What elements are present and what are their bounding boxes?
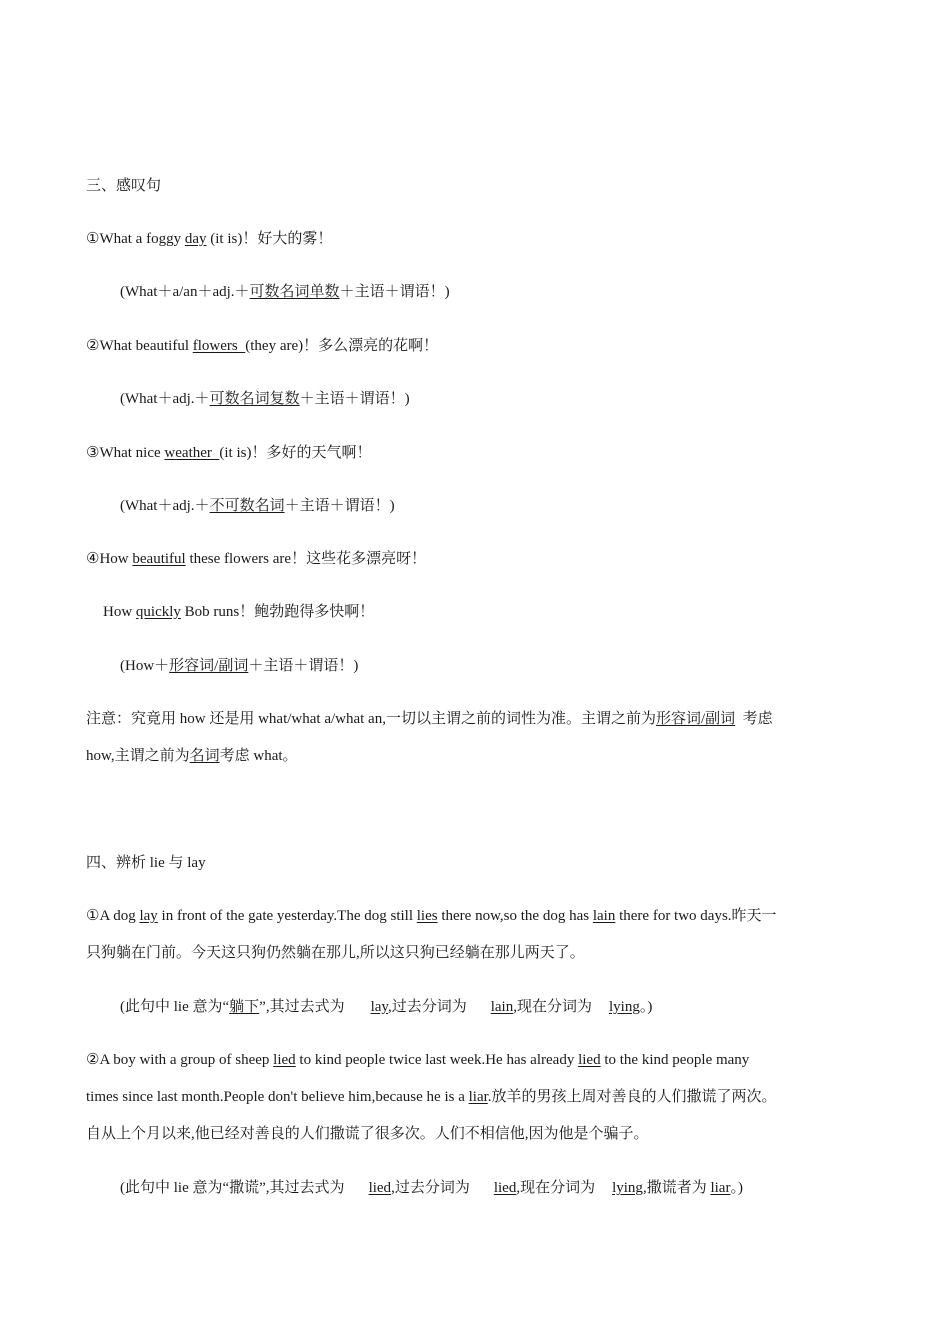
section4-example-1-line-1: ①A dog lay in front of the gate yesterday.The dog still lies there now,so the dog has lain there for two days.昨天一 bbox=[86, 908, 777, 924]
section4-example-1-line-2: 只狗躺在门前。今天这只狗仍然躺在那儿,所以这只狗已经躺在那儿两天了。 bbox=[86, 945, 585, 961]
section4-example-2-line-3: 自从上个月以来,他已经对善良的人们撒谎了很多次。人们不相信他,因为他是个骗子。 bbox=[86, 1126, 649, 1142]
section3-example-4b: How quickly Bob runs！鲍勃跑得多快啊！ bbox=[103, 604, 375, 620]
section4-rule-2: (此句中 lie 意为“撒谎”,其过去式为 lied,过去分词为 lied,现在分词为 lying,撒谎者为 liar。) bbox=[120, 1180, 743, 1196]
section3-example-2: ②What beautiful flowers (they are)！多么漂亮的花啊！ bbox=[86, 338, 439, 354]
section3-note-line-2: how,主谓之前为名词考虑 what。 bbox=[86, 748, 298, 764]
section4-rule-1: (此句中 lie 意为“躺下”,其过去式为 lay,过去分词为 lain,现在分词为 lying。) bbox=[120, 999, 653, 1015]
section3-example-3: ③What nice weather (it is)！多好的天气啊！ bbox=[86, 445, 372, 461]
section3-example-4: ④How beautiful these flowers are！这些花多漂亮呀！ bbox=[86, 551, 427, 567]
section3-rule-1: (What＋a/an＋adj.＋可数名词单数＋主语＋谓语！) bbox=[120, 284, 450, 300]
section3-example-1: ①What a foggy day (it is)！好大的雾！ bbox=[86, 231, 333, 247]
section3-rule-2: (What＋adj.＋可数名词复数＋主语＋谓语！) bbox=[120, 391, 410, 407]
section3-heading: 三、感叹句 bbox=[86, 178, 162, 194]
section4-example-2-line-1: ②A boy with a group of sheep lied to kind people twice last week.He has already lied to the kind people many bbox=[86, 1052, 750, 1068]
section4-example-2-line-2: times since last month.People don't believe him,because he is a liar.放羊的男孩上周对善良的人们撒谎了两次。 bbox=[86, 1089, 777, 1105]
section3-rule-3: (What＋adj.＋不可数名词＋主语＋谓语！) bbox=[120, 498, 395, 514]
section3-rule-4: (How＋形容词/副词＋主语＋谓语！) bbox=[120, 658, 359, 674]
section4-heading: 四、辨析 lie 与 lay bbox=[86, 855, 206, 871]
section3-note-line-1: 注意：究竟用 how 还是用 what/what a/what an,一切以主谓之前的词性为准。主谓之前为形容词/副词 考虑 bbox=[86, 711, 773, 727]
